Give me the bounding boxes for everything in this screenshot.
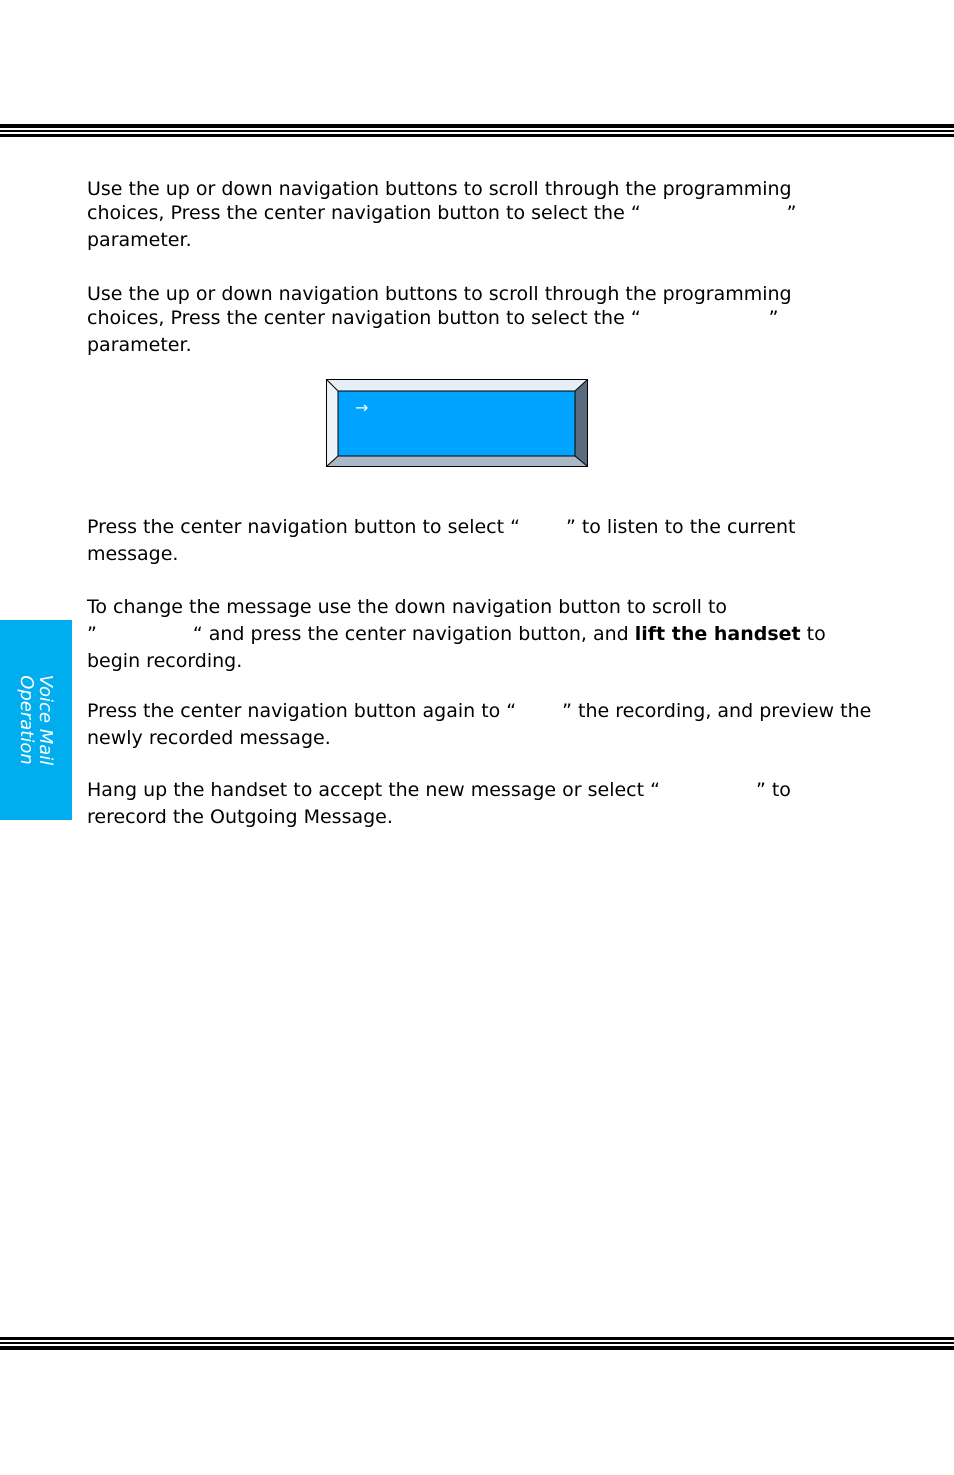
- text-fragment: Press the center navigation button to select “: [87, 516, 520, 538]
- text-line: [87, 777, 791, 804]
- paragraph-select-parameter-2: [87, 281, 792, 359]
- text-line: [87, 621, 826, 648]
- paragraph-change-message: [87, 594, 826, 675]
- text-line: newly recorded message.: [87, 727, 331, 749]
- text-line: parameter.: [87, 334, 192, 356]
- text-fragment: Hang up the handset to accept the new message or select “: [87, 779, 660, 801]
- side-tab-line: Operation: [16, 675, 37, 765]
- paragraph-accept-message: [87, 777, 791, 831]
- lcd-frame: [326, 379, 588, 467]
- footer-rule-top: [0, 1337, 954, 1340]
- text-fragment: ”: [786, 202, 797, 224]
- side-tab-line: Voice Mail: [35, 674, 56, 766]
- text-line: [87, 200, 797, 227]
- text-line: [87, 514, 796, 541]
- header-rule-thin: [0, 130, 954, 132]
- text-fragment: choices, Press the center navigation button to select the “: [87, 202, 641, 224]
- text-fragment: “ and press the center navigation button, and: [192, 623, 635, 645]
- paragraph-listen-message: [87, 514, 796, 568]
- paragraph-preview-recording: [87, 698, 871, 752]
- text-line: To change the message use the down navigation button to scroll to: [87, 596, 728, 618]
- text-line: [87, 305, 792, 332]
- text-fragment: ” to listen to the current: [565, 516, 796, 538]
- right-arrow-icon: →: [355, 398, 369, 417]
- text-line: Use the up or down navigation buttons to scroll through the programming: [87, 283, 792, 305]
- text-line: Use the up or down navigation buttons to scroll through the programming: [87, 178, 792, 200]
- text-fragment: ” the recording, and preview the: [562, 700, 872, 722]
- text-fragment: ”: [768, 307, 779, 329]
- text-fragment: Press the center navigation button again to “: [87, 700, 517, 722]
- text-fragment: choices, Press the center navigation button to select the “: [87, 307, 641, 329]
- header-rule-thick: [0, 124, 954, 128]
- footer-rule-thick: [0, 1346, 954, 1350]
- text-fragment: ”: [87, 623, 97, 645]
- text-fragment: ” to: [755, 779, 791, 801]
- text-line: parameter.: [87, 229, 192, 251]
- header-rule-bottom: [0, 134, 954, 137]
- section-side-tab-label: [17, 675, 55, 766]
- bold-text: lift the handset: [634, 623, 801, 645]
- paragraph-select-parameter-1: [87, 176, 797, 254]
- text-line: begin recording.: [87, 650, 243, 672]
- text-fragment: to: [800, 623, 826, 645]
- text-line: message.: [87, 543, 179, 565]
- text-line: [87, 698, 871, 725]
- text-line: rerecord the Outgoing Message.: [87, 806, 393, 828]
- footer-rule-thin: [0, 1342, 954, 1344]
